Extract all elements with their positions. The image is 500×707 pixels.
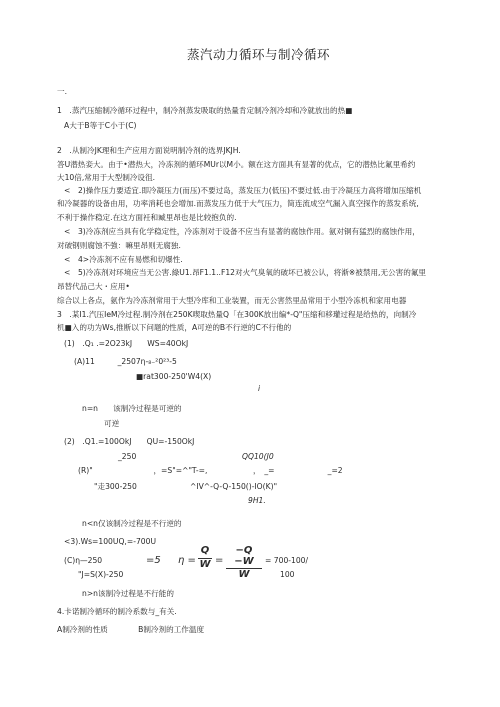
case-2-given: (2) .Q1.=100OkJ QU=-150OkJ <box>64 437 195 446</box>
case-2-middle: (R)" ，=S"=^"T-=, ， _= _=2 <box>78 466 343 475</box>
section-heading: 一. <box>57 87 68 96</box>
case-1-given: (1) .Q₁ .=2O23kJ WS=40OkJ <box>64 339 189 348</box>
question-2-answer-line-2: 大10倍,常用于大型制冷设徂. <box>57 173 156 182</box>
case-1-comparison: n=n 该制冷过程是可逆的 <box>82 404 182 413</box>
question-2-point-4: < 4>冷冻剂不应有易燃和切爆性. <box>64 255 183 264</box>
case-1-calculation-line-2: ■rat300-250'W4(X) <box>136 372 212 381</box>
case-3-fraction-denominator: W <box>199 558 211 570</box>
case-2-top-right: QQ10(J0 <box>242 452 274 461</box>
question-2-point-2-line-2: 和冷凝器的设备由用，功率消耗也会增加.而蒸发压力低于大气压力，简连流成空气漏入真空探作的蒸发系统, <box>57 199 419 208</box>
case-2-top-left: _250 <box>118 452 137 461</box>
question-2-point-3-line-1: < 3)冷冻剂应当具有化学稳定性，冷冻剂对于设备不应当有显著的腐蚀作用。氨对铜有猛烈的腐蚀作用， <box>64 227 420 236</box>
case-3-subline: "J=S(X)-250 <box>78 570 124 579</box>
question-1-stem: 1 .蒸汽压缩制冷循环过程中，制冷剂蒸发吸取的热量肯定制冷剂冷却和冷就放出的热■ <box>57 106 353 115</box>
question-2-point-2-line-3: 不利于操作稳定.在这方面衽和臧里昂也是比较抱负的. <box>57 213 237 222</box>
question-2-point-2-line-1: < 2)操作压力要适宜.即冷凝压力(而压)不要过岛，蒸发压力(低压)不要过低.由于冷凝压力高将增加压缩机 <box>64 186 422 195</box>
case-3-equals-five: =5 <box>146 555 161 566</box>
question-4-options: A制冷剂的性质 B制冷剂的工作温度 <box>57 625 205 634</box>
case-3-fraction-2-denominator: W <box>238 569 250 580</box>
question-2-summary: 综合以上各点，氨作为冷冻剂常用于大型冷库和工业装置，而无公害然里品常用于小型冷冻机和家用电器 <box>57 296 407 305</box>
question-3-stem-line-1: 3 .某I1.汽压IeM冷过程.制冷剂在250K喫取热量Q「在300K放出编*-Q"压缩和移瓘过程是给热的，向制冷 <box>57 310 417 319</box>
question-2-answer-line-1: 答U潜热娈大。由于•潜热大，冷冻剂的循环MUr以M小。额在这方面具有显著的优点，它的潜热比氟里希约 <box>57 160 416 169</box>
question-2-stem: 2 .从制冷JK理和生产应用方面说明制冷剂的选界JKJH. <box>57 146 241 155</box>
case-1-calculation-line-1: (A)11 _2507η-₈₋²0²³-5 <box>74 357 177 366</box>
case-3-fraction-q-over-w <box>198 546 212 570</box>
case-3-denominator-value: 100 <box>280 570 295 579</box>
question-1-options: A大于B等于C小于(C) <box>64 121 137 130</box>
case-3-fraction-negq-minus-w <box>226 546 262 581</box>
question-2-point-5-line-1: < 5)冷冻剂对环境应当无公害.綠U1.昂F1.1..F12对火气臭氧的破坏已被公认，将渐※被禁用,无公害的氟里 <box>64 268 427 277</box>
case-2-note: 9H1. <box>248 496 266 505</box>
question-2-point-3-line-2: 对破钢则腐蚀不強：嘛里昂则无腐独. <box>57 241 181 250</box>
case-3-right-side: = 700-100/ <box>265 556 309 565</box>
case-1-conclusion: 可逆 <box>104 419 120 428</box>
case-1-mark: i <box>258 384 261 393</box>
question-4-stem: 4.卡诺制冷循环的制冷系数与_有关. <box>57 607 177 616</box>
document-title: 蒸汽动力循环与制冷循环 <box>187 47 331 62</box>
case-3-eta: η = <box>178 555 196 566</box>
case-2-conclusion: n<n仅该制冷过程是不行逆的 <box>82 519 182 528</box>
case-3-given: <3).Ws=100UQ,=-700U <box>64 537 156 546</box>
question-3-stem-line-2: 机■入的功为Ws,推断以下问题的性质，A可逆的B不行逆的C不行他的 <box>57 323 292 332</box>
case-3-fraction-numerator: Q <box>200 545 210 556</box>
case-3-left-side: (C)η—250 <box>64 556 103 565</box>
case-3-fraction-2-numerator: −Q −W <box>234 545 254 567</box>
case-3-conclusion: n>n该制冷过程是不行能的 <box>82 589 174 598</box>
question-2-point-5-line-2: 昂替代品己大・应用• <box>57 282 130 291</box>
case-2-lower: "走300-250 ^IV^-Q-Q-150()-IO(K)" <box>94 482 278 491</box>
case-3-equals: = <box>215 555 224 566</box>
